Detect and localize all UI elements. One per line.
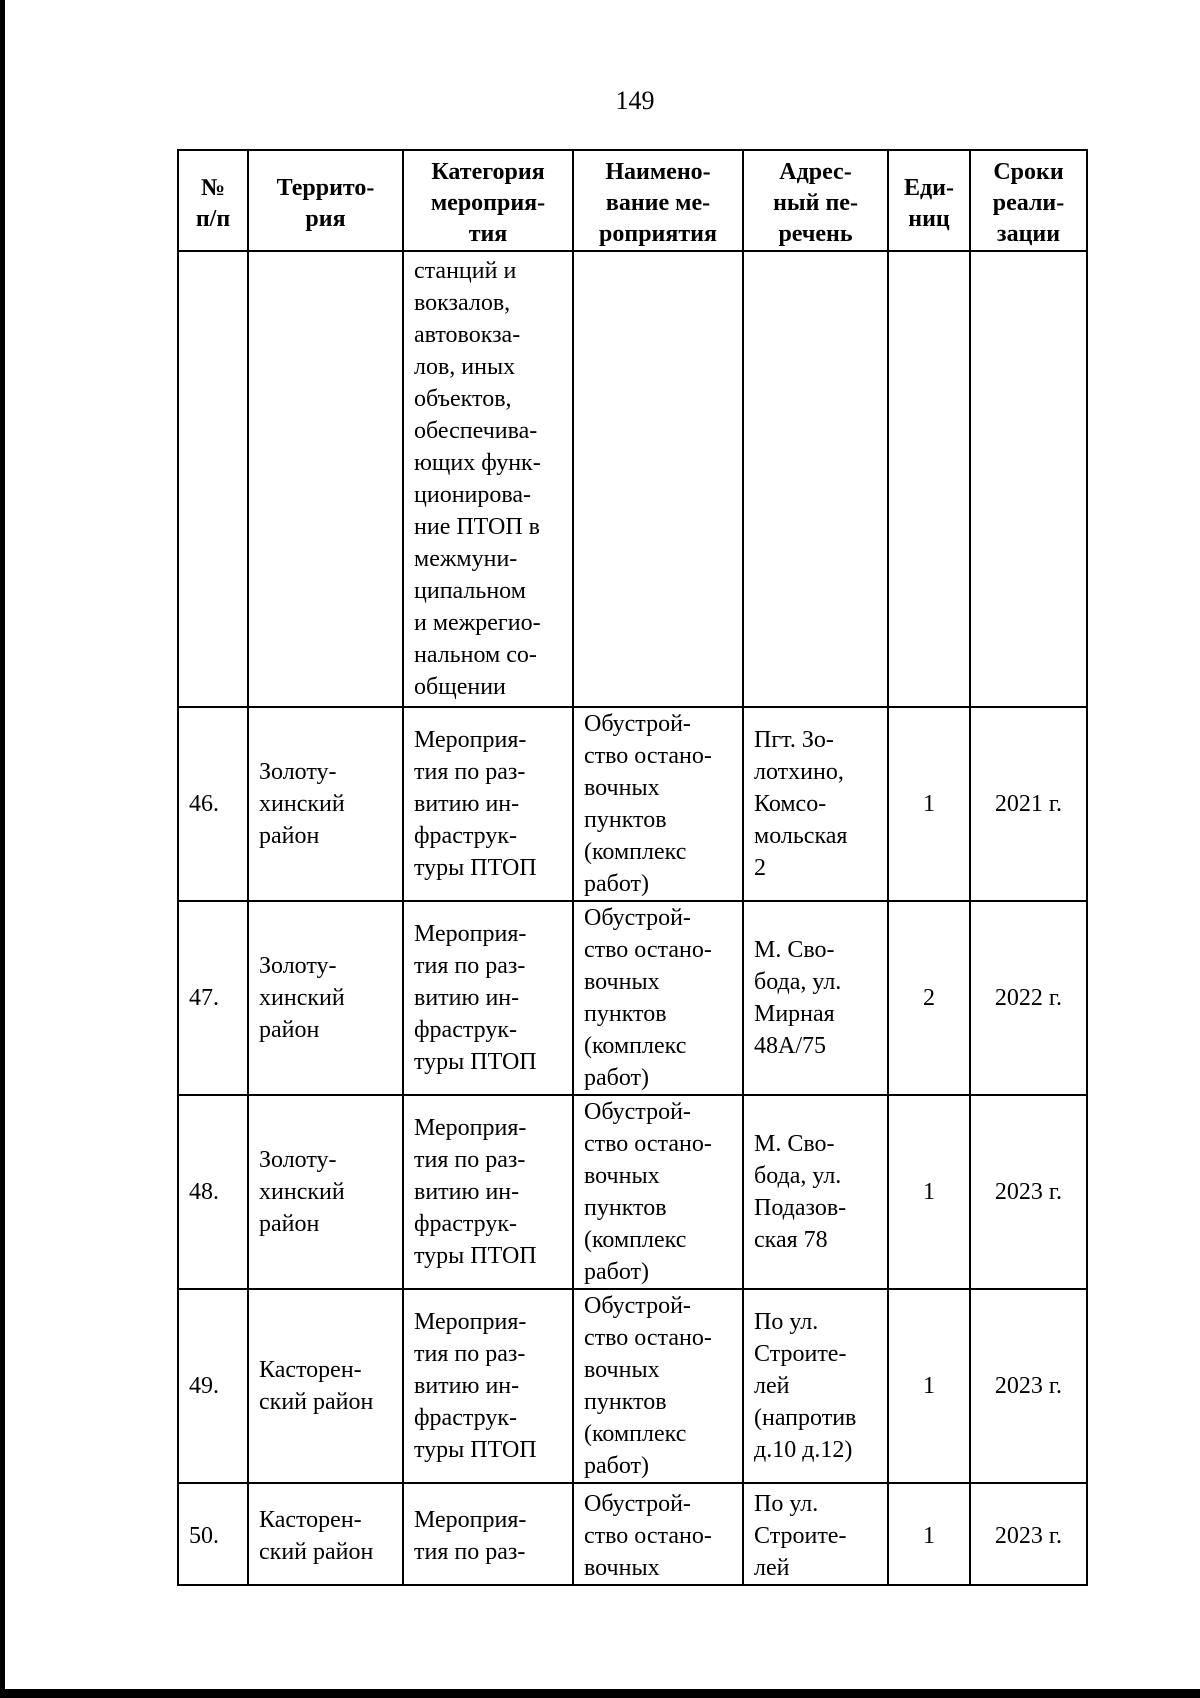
cell-category: Мероприя- тия по раз- витию ин- фраструк- туры ПТОП bbox=[403, 707, 573, 901]
cell-term: 2023 г. bbox=[970, 1289, 1087, 1483]
measures-table bbox=[177, 149, 1088, 1586]
header-category: Категория мероприя- тия bbox=[403, 150, 573, 251]
cell-category: Мероприя- тия по раз- bbox=[403, 1483, 573, 1585]
table-header-row bbox=[178, 150, 1087, 251]
cell-territory: Золоту- хинский район bbox=[248, 1095, 403, 1289]
cell-units: 1 bbox=[888, 1095, 970, 1289]
table-cell bbox=[888, 251, 970, 707]
cell-number: 47. bbox=[178, 901, 248, 1095]
cell-term: 2023 г. bbox=[970, 1095, 1087, 1289]
cell-units: 1 bbox=[888, 707, 970, 901]
table-cell bbox=[178, 251, 248, 707]
table-cell bbox=[970, 251, 1087, 707]
cell-number: 48. bbox=[178, 1095, 248, 1289]
cell-category: станций и вокзалов, автовокза- лов, иных объектов, обеспечива- ющих функ- ционирова- ние ПТОП в межмуни- ципальном и межрегио- нальном со- общении bbox=[403, 251, 573, 707]
cell-name: Обустрой- ство остано- вочных пунктов (комплекс работ) bbox=[573, 1289, 743, 1483]
page-number: 149 bbox=[615, 86, 655, 115]
cell-territory: Касторен- ский район bbox=[248, 1289, 403, 1483]
cell-name: Обустрой- ство остано- вочных bbox=[573, 1483, 743, 1585]
cell-term: 2021 г. bbox=[970, 707, 1087, 901]
scan-edge-left bbox=[0, 0, 5, 1698]
table-cell bbox=[248, 251, 403, 707]
table-cell bbox=[573, 251, 743, 707]
header-term: Сроки реали- зации bbox=[970, 150, 1087, 251]
cell-address: М. Сво- бода, ул. Мирная 48А/75 bbox=[743, 901, 888, 1095]
header-address: Адрес- ный пе- речень bbox=[743, 150, 888, 251]
header-units: Еди- ниц bbox=[888, 150, 970, 251]
header-territory: Террито- рия bbox=[248, 150, 403, 251]
cell-address: По ул. Строите- лей bbox=[743, 1483, 888, 1585]
table-row bbox=[178, 1483, 1087, 1585]
cell-number: 49. bbox=[178, 1289, 248, 1483]
cell-number: 46. bbox=[178, 707, 248, 901]
table-row bbox=[178, 1095, 1087, 1289]
cell-units: 1 bbox=[888, 1483, 970, 1585]
scan-edge-bottom bbox=[0, 1689, 1200, 1698]
cell-address: М. Сво- бода, ул. Подазов- ская 78 bbox=[743, 1095, 888, 1289]
cell-address: По ул. Строите- лей (напротив д.10 д.12) bbox=[743, 1289, 888, 1483]
cell-territory: Золоту- хинский район bbox=[248, 707, 403, 901]
cell-units: 2 bbox=[888, 901, 970, 1095]
cell-name: Обустрой- ство остано- вочных пунктов (комплекс работ) bbox=[573, 901, 743, 1095]
cell-units: 1 bbox=[888, 1289, 970, 1483]
cell-term: 2022 г. bbox=[970, 901, 1087, 1095]
cell-territory: Касторен- ский район bbox=[248, 1483, 403, 1585]
table-row bbox=[178, 1289, 1087, 1483]
table-row-continuation bbox=[178, 251, 1087, 707]
cell-category: Мероприя- тия по раз- витию ин- фраструк- туры ПТОП bbox=[403, 901, 573, 1095]
table-row bbox=[178, 901, 1087, 1095]
cell-name: Обустрой- ство остано- вочных пунктов (комплекс работ) bbox=[573, 1095, 743, 1289]
cell-address: Пгт. Зо- лотхино, Комсо- мольская 2 bbox=[743, 707, 888, 901]
table-cell bbox=[743, 251, 888, 707]
header-number: № п/п bbox=[178, 150, 248, 251]
cell-category: Мероприя- тия по раз- витию ин- фраструк- туры ПТОП bbox=[403, 1095, 573, 1289]
cell-number: 50. bbox=[178, 1483, 248, 1585]
cell-territory: Золоту- хинский район bbox=[248, 901, 403, 1095]
table-row bbox=[178, 707, 1087, 901]
cell-category: Мероприя- тия по раз- витию ин- фраструк- туры ПТОП bbox=[403, 1289, 573, 1483]
cell-term: 2023 г. bbox=[970, 1483, 1087, 1585]
cell-name: Обустрой- ство остано- вочных пунктов (комплекс работ) bbox=[573, 707, 743, 901]
header-name: Наимено- вание ме- роприятия bbox=[573, 150, 743, 251]
